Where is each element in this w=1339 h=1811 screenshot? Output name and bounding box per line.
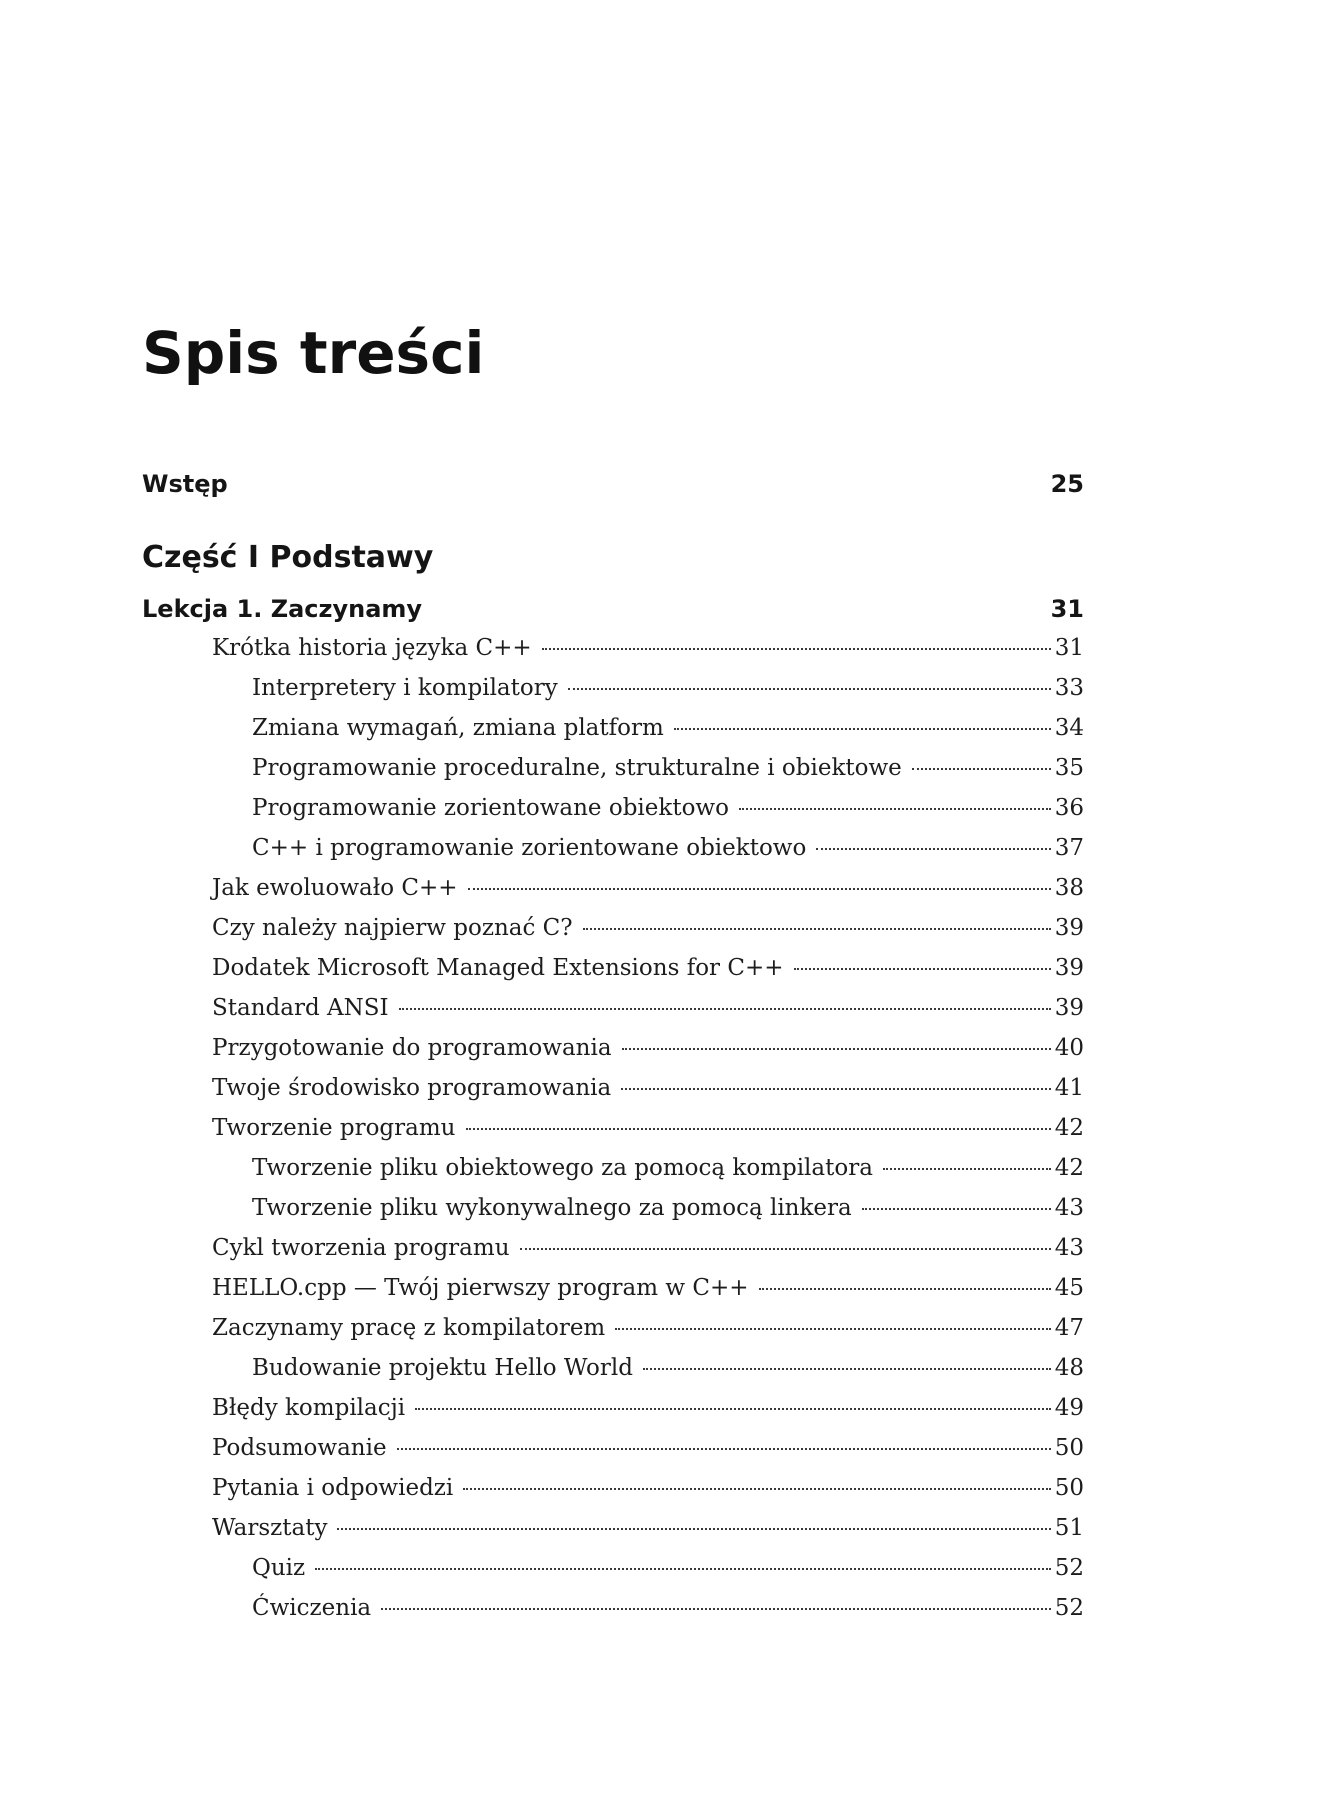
dot-leader	[337, 1528, 1050, 1530]
dot-leader	[615, 1328, 1050, 1330]
dot-leader	[315, 1568, 1051, 1570]
toc-entry-title: Interpretery i kompilatory	[252, 675, 558, 701]
toc-page-number: 34	[1054, 715, 1084, 741]
toc-entry[interactable]	[142, 795, 1084, 835]
dot-leader	[643, 1368, 1051, 1370]
dot-leader	[862, 1208, 1051, 1210]
toc-page-number: 39	[1054, 955, 1084, 981]
dot-leader	[520, 1248, 1051, 1250]
page-title: Spis treści	[142, 319, 485, 387]
toc-entry[interactable]	[142, 1475, 1084, 1515]
dot-leader	[415, 1408, 1051, 1410]
dot-leader	[463, 1488, 1050, 1490]
toc-entry-title: Cykl tworzenia programu	[212, 1235, 510, 1261]
toc-entry[interactable]	[142, 1115, 1084, 1155]
dot-leader	[568, 688, 1051, 690]
dot-leader	[674, 728, 1051, 730]
toc-chapter[interactable]	[142, 595, 1084, 635]
toc-entry-title: Podsumowanie	[212, 1435, 387, 1461]
toc-page-number: 39	[1054, 995, 1084, 1021]
toc-page-number: 42	[1054, 1155, 1084, 1181]
toc-entry[interactable]	[142, 1515, 1084, 1555]
toc-entry[interactable]	[142, 715, 1084, 755]
toc-entry-title: Wstęp	[142, 470, 228, 498]
dot-leader	[397, 1448, 1051, 1450]
dot-leader	[399, 1008, 1051, 1010]
toc-page-number: 25	[1050, 470, 1084, 498]
toc-entry-title: Tworzenie pliku obiektowego za pomocą kompilatora	[252, 1155, 873, 1181]
toc-entry[interactable]	[142, 1195, 1084, 1235]
toc-page-number: 42	[1054, 1115, 1084, 1141]
dot-leader	[816, 848, 1050, 850]
toc-page-number: 43	[1054, 1195, 1084, 1221]
toc-page-number: 49	[1054, 1395, 1084, 1421]
dot-leader	[883, 1168, 1051, 1170]
toc-page-number: 38	[1054, 875, 1084, 901]
toc-entry-title: Zaczynamy pracę z kompilatorem	[212, 1315, 606, 1341]
dot-leader	[621, 1088, 1051, 1090]
toc-entry[interactable]	[142, 755, 1084, 795]
dot-leader	[794, 968, 1051, 970]
toc-page-number: 47	[1054, 1315, 1084, 1341]
toc-entry-title: Krótka historia języka C++	[212, 635, 532, 661]
toc-page-number: 31	[1050, 595, 1084, 623]
dot-leader	[912, 768, 1051, 770]
toc-entry-title: Jak ewoluowało C++	[212, 875, 458, 901]
dot-leader	[381, 1608, 1051, 1610]
toc-entry-title: Quiz	[252, 1555, 306, 1581]
toc-page-number: 52	[1054, 1595, 1084, 1621]
toc-entry-title: HELLO.cpp — Twój pierwszy program w C++	[212, 1275, 749, 1301]
toc-page-number: 39	[1054, 915, 1084, 941]
toc-page-number: 48	[1054, 1355, 1084, 1381]
toc-entry[interactable]	[142, 1235, 1084, 1275]
dot-leader	[468, 888, 1051, 890]
toc-page-number: 40	[1054, 1035, 1084, 1061]
toc-entry[interactable]	[142, 1595, 1084, 1635]
toc-entry[interactable]	[142, 635, 1084, 675]
toc-page-number: 50	[1054, 1435, 1084, 1461]
dot-leader	[466, 1128, 1051, 1130]
toc-page-number: 51	[1054, 1515, 1084, 1541]
toc-entry[interactable]	[142, 1155, 1084, 1195]
toc-entry[interactable]	[142, 1275, 1084, 1315]
dot-leader	[542, 648, 1051, 650]
dot-leader	[583, 928, 1051, 930]
toc-entry-title: Dodatek Microsoft Managed Extensions for C++	[212, 955, 784, 981]
toc-page-number: 36	[1054, 795, 1084, 821]
toc-entry-title: Lekcja 1. Zaczynamy	[142, 595, 423, 623]
toc-page-number: 33	[1054, 675, 1084, 701]
toc-entry-title: Przygotowanie do programowania	[212, 1035, 612, 1061]
toc-entry-title: Pytania i odpowiedzi	[212, 1475, 454, 1501]
toc-entry-title: Budowanie projektu Hello World	[252, 1355, 633, 1381]
toc-entry[interactable]	[142, 835, 1084, 875]
toc-page-number: 43	[1054, 1235, 1084, 1261]
toc-entry[interactable]	[142, 1395, 1084, 1435]
toc-page-number: 52	[1054, 1555, 1084, 1581]
toc-entry-title: Tworzenie pliku wykonywalnego za pomocą linkera	[252, 1195, 852, 1221]
toc-entry-title: Część I Podstawy	[142, 540, 434, 575]
toc-entry[interactable]	[142, 955, 1084, 995]
toc-page-number: 41	[1054, 1075, 1084, 1101]
toc-page-number: 35	[1054, 755, 1084, 781]
toc-entry-title: C++ i programowanie zorientowane obiektowo	[252, 835, 807, 861]
toc-entry[interactable]	[142, 1555, 1084, 1595]
dot-leader	[739, 808, 1051, 810]
toc-page-number: 50	[1054, 1475, 1084, 1501]
toc-entry[interactable]	[142, 1035, 1084, 1075]
toc-entry-title: Programowanie zorientowane obiektowo	[252, 795, 729, 821]
toc-entry[interactable]	[142, 1315, 1084, 1355]
dot-leader	[759, 1288, 1051, 1290]
toc-entry-title: Tworzenie programu	[212, 1115, 456, 1141]
toc-entry-title: Warsztaty	[212, 1515, 328, 1541]
toc-entry-title: Ćwiczenia	[252, 1595, 372, 1621]
toc-chapter[interactable]	[142, 470, 1084, 510]
toc-entry[interactable]	[142, 675, 1084, 715]
toc-entry-title: Błędy kompilacji	[212, 1395, 406, 1421]
toc-entry-title: Zmiana wymagań, zmiana platform	[252, 715, 664, 741]
dot-leader	[622, 1048, 1051, 1050]
toc-entry-title: Programowanie proceduralne, strukturalne i obiektowe	[252, 755, 902, 781]
toc-entry-title: Czy należy najpierw poznać C?	[212, 915, 573, 941]
toc-entry[interactable]	[142, 995, 1084, 1035]
toc-part-heading[interactable]	[142, 540, 1084, 580]
toc-entry[interactable]	[142, 915, 1084, 955]
toc-entry[interactable]	[142, 875, 1084, 915]
toc-page-number: 31	[1054, 635, 1084, 661]
toc-entry[interactable]	[142, 1435, 1084, 1475]
toc-entry-title: Standard ANSI	[212, 995, 389, 1021]
toc-page-number: 37	[1054, 835, 1084, 861]
toc-page-number: 45	[1054, 1275, 1084, 1301]
toc-entry[interactable]	[142, 1075, 1084, 1115]
toc-entry-title: Twoje środowisko programowania	[212, 1075, 612, 1101]
toc-entry[interactable]	[142, 1355, 1084, 1395]
